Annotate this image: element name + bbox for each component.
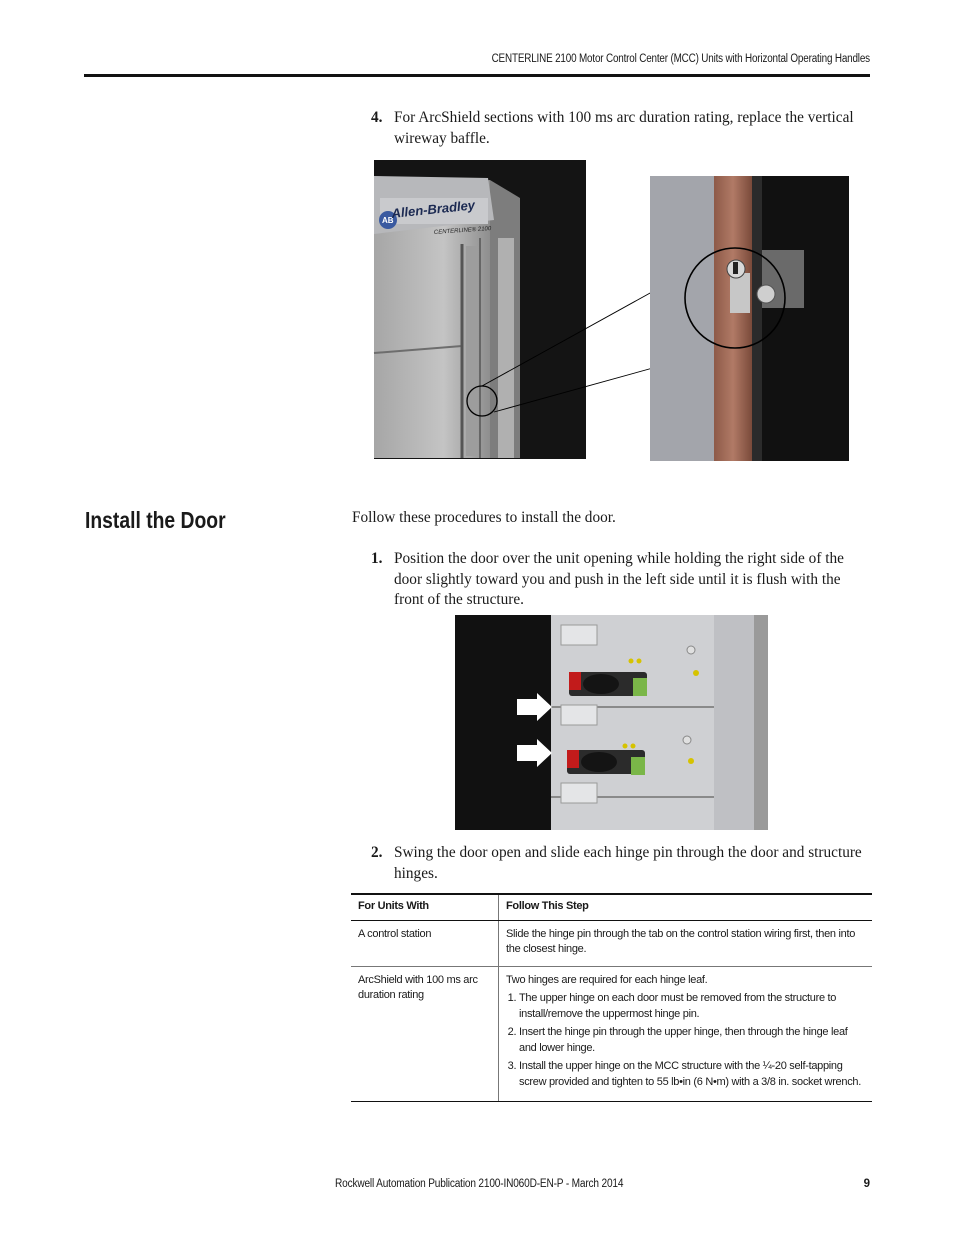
step-number: 4. [371, 109, 383, 126]
section-title: Install the Door [85, 507, 226, 533]
wireway-baffle-figure [370, 158, 852, 463]
list-item: 1. The upper hinge on each door must be removed from the structure to install/remove the uppermost hinge pin. [519, 991, 865, 1022]
logo-mark: AB [382, 216, 394, 225]
table-cell-condition: ArcShield with 100 ms arc duration rating [351, 966, 499, 1102]
door-install-figure [455, 615, 768, 830]
table-cell-step: Slide the hinge pin through the tab on the control station wiring first, then into the closest hinge. [499, 920, 873, 966]
publication-footer: Rockwell Automation Publication 2100-IN060D-EN-P - March 2014 [335, 1178, 624, 1190]
brand-label: Allen-Bradley [390, 197, 476, 221]
substep-list [506, 991, 865, 1090]
hinge-closeup-photo [650, 176, 849, 461]
step-text: For ArcShield sections with 100 ms arc duration rating, replace the vertical wireway baffle. [394, 109, 854, 147]
table-cell-step [499, 966, 873, 1102]
step-intro: Two hinges are required for each hinge leaf. [506, 973, 708, 986]
step-4 [371, 108, 874, 149]
table-row [351, 966, 872, 1102]
column-header: For Units With [351, 894, 499, 920]
running-header: CENTERLINE 2100 Motor Control Center (MCC) Units with Horizontal Operating Handles [491, 53, 870, 65]
step-1 [371, 549, 874, 611]
step-number: 1. [371, 550, 383, 567]
table-cell-condition: A control station [351, 920, 499, 966]
page-number: 9 [863, 1178, 870, 1190]
column-header: Follow This Step [499, 894, 873, 920]
step-number: 2. [371, 844, 383, 861]
list-item: 2. Insert the hinge pin through the upper hinge, then through the hinge leaf and lower hinge. [519, 1025, 865, 1056]
hinge-pin-table [351, 893, 872, 1102]
section-intro: Follow these procedures to install the door. [352, 509, 616, 526]
list-item: 3. Install the upper hinge on the MCC structure with the ¼-20 self-tapping screw provided and tighten to 55 lb•in (6 N•m) with a 3/8 in. socket wrench. [519, 1059, 865, 1090]
header-rule [84, 74, 870, 77]
product-label: CENTERLINE® 2100 [433, 226, 492, 236]
step-text: Position the door over the unit opening while holding the right side of the door slightly toward you and push in the left side until it is flush with the front of the structure. [394, 550, 844, 608]
step-text: Swing the door open and slide each hinge pin through the door and structure hinges. [394, 844, 862, 882]
table-header-row [351, 894, 872, 920]
table-row [351, 920, 872, 966]
mcc-cabinet-photo [374, 160, 586, 459]
step-2 [371, 843, 864, 884]
